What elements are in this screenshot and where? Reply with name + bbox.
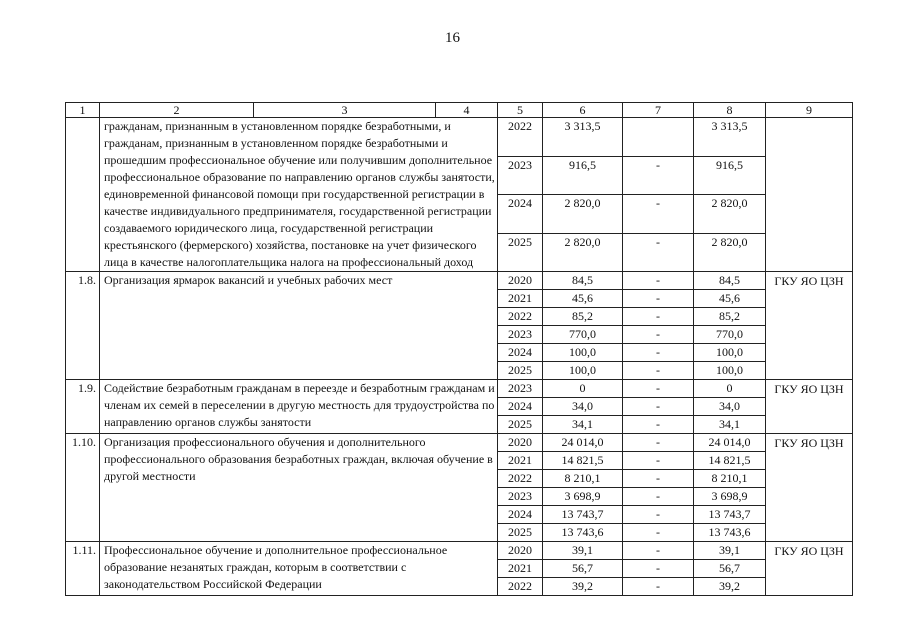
value-col7: - bbox=[623, 470, 694, 488]
value-col8: 3 313,5 bbox=[694, 118, 766, 157]
value-col8: 2 820,0 bbox=[694, 233, 766, 272]
value-col8: 85,2 bbox=[694, 308, 766, 326]
table-row bbox=[66, 434, 853, 452]
item-number: 1.9. bbox=[66, 380, 100, 434]
year-cell: 2023 bbox=[498, 326, 543, 344]
value-col8: 13 743,6 bbox=[694, 524, 766, 542]
column-number: 1 bbox=[66, 103, 100, 118]
value-col6: 34,1 bbox=[543, 416, 623, 434]
value-col7: - bbox=[623, 524, 694, 542]
column-number-row bbox=[66, 103, 853, 118]
year-cell: 2024 bbox=[498, 195, 543, 234]
column-number: 7 bbox=[623, 103, 694, 118]
table-row bbox=[66, 272, 853, 290]
value-col6: 100,0 bbox=[543, 344, 623, 362]
item-number: 1.8. bbox=[66, 272, 100, 380]
executor-cell: ГКУ ЯО ЦЗН bbox=[766, 542, 853, 596]
year-cell: 2021 bbox=[498, 452, 543, 470]
value-col7: - bbox=[623, 542, 694, 560]
value-col7: - bbox=[623, 156, 694, 195]
year-cell: 2025 bbox=[498, 524, 543, 542]
table-body bbox=[66, 103, 853, 596]
value-col8: 24 014,0 bbox=[694, 434, 766, 452]
value-col6: 916,5 bbox=[543, 156, 623, 195]
value-col8: 34,1 bbox=[694, 416, 766, 434]
value-col7: - bbox=[623, 195, 694, 234]
value-col6: 0 bbox=[543, 380, 623, 398]
value-col6: 39,1 bbox=[543, 542, 623, 560]
year-cell: 2024 bbox=[498, 506, 543, 524]
value-col6: 84,5 bbox=[543, 272, 623, 290]
year-cell: 2021 bbox=[498, 290, 543, 308]
value-col6: 3 313,5 bbox=[543, 118, 623, 157]
program-table bbox=[65, 102, 853, 596]
value-col8: 8 210,1 bbox=[694, 470, 766, 488]
value-col7: - bbox=[623, 272, 694, 290]
value-col7: - bbox=[623, 506, 694, 524]
value-col6: 8 210,1 bbox=[543, 470, 623, 488]
value-col7: - bbox=[623, 578, 694, 596]
value-col8: 34,0 bbox=[694, 398, 766, 416]
column-number: 3 bbox=[254, 103, 436, 118]
year-cell: 2023 bbox=[498, 380, 543, 398]
year-cell: 2025 bbox=[498, 416, 543, 434]
column-number: 4 bbox=[436, 103, 498, 118]
value-col8: 14 821,5 bbox=[694, 452, 766, 470]
year-cell: 2022 bbox=[498, 470, 543, 488]
year-cell: 2023 bbox=[498, 156, 543, 195]
column-number: 5 bbox=[498, 103, 543, 118]
column-number: 2 bbox=[100, 103, 254, 118]
value-col8: 0 bbox=[694, 380, 766, 398]
value-col6: 24 014,0 bbox=[543, 434, 623, 452]
value-col7: - bbox=[623, 416, 694, 434]
year-cell: 2025 bbox=[498, 362, 543, 380]
value-col8: 45,6 bbox=[694, 290, 766, 308]
column-number: 8 bbox=[694, 103, 766, 118]
item-number bbox=[66, 118, 100, 272]
year-cell: 2022 bbox=[498, 578, 543, 596]
value-col7: - bbox=[623, 290, 694, 308]
value-col7: - bbox=[623, 308, 694, 326]
value-col6: 45,6 bbox=[543, 290, 623, 308]
item-description: Профессиональное обучение и дополнительное профессиональное образование незанятых граждан, которым в соответствии с законодательством Российской Федерации bbox=[100, 542, 498, 596]
value-col7: - bbox=[623, 452, 694, 470]
value-col8: 84,5 bbox=[694, 272, 766, 290]
table-row bbox=[66, 542, 853, 560]
value-col8: 56,7 bbox=[694, 560, 766, 578]
value-col6: 34,0 bbox=[543, 398, 623, 416]
year-cell: 2020 bbox=[498, 272, 543, 290]
value-col8: 39,1 bbox=[694, 542, 766, 560]
table-row bbox=[66, 380, 853, 398]
year-cell: 2021 bbox=[498, 560, 543, 578]
value-col7: - bbox=[623, 344, 694, 362]
year-cell: 2023 bbox=[498, 488, 543, 506]
year-cell: 2024 bbox=[498, 344, 543, 362]
value-col8: 13 743,7 bbox=[694, 506, 766, 524]
item-description: Организация профессионального обучения и дополнительного профессионального образования безработных граждан, включая обучение в другой местности bbox=[100, 434, 498, 542]
value-col6: 85,2 bbox=[543, 308, 623, 326]
value-col8: 2 820,0 bbox=[694, 195, 766, 234]
year-cell: 2020 bbox=[498, 434, 543, 452]
value-col6: 13 743,6 bbox=[543, 524, 623, 542]
value-col7: - bbox=[623, 362, 694, 380]
value-col6: 39,2 bbox=[543, 578, 623, 596]
item-description: гражданам, признанным в установленном порядке безработными, и гражданам, признанным в установленном порядке безработными и прошедшим профессиональное обучение или получившим дополнительное профессиональное образование по направлению органов службы занятости, единовременной финансовой помощи при государственной регистрации в качестве индивидуального предпринимателя, государственной регистрации создаваемого юридического лица, государственной регистрации крестьянского (фермерского) хозяйства, постановке на учет физического лица в качестве налогоплательщика налога на профессиональный доход bbox=[100, 118, 498, 272]
value-col6: 2 820,0 bbox=[543, 195, 623, 234]
column-number: 9 bbox=[766, 103, 853, 118]
value-col7: - bbox=[623, 380, 694, 398]
executor-cell bbox=[766, 118, 853, 272]
year-cell: 2024 bbox=[498, 398, 543, 416]
page-number: 16 bbox=[445, 30, 460, 46]
item-number: 1.10. bbox=[66, 434, 100, 542]
value-col8: 39,2 bbox=[694, 578, 766, 596]
executor-cell: ГКУ ЯО ЦЗН bbox=[766, 272, 853, 380]
value-col7: - bbox=[623, 488, 694, 506]
value-col8: 100,0 bbox=[694, 362, 766, 380]
executor-cell: ГКУ ЯО ЦЗН bbox=[766, 380, 853, 434]
year-cell: 2025 bbox=[498, 233, 543, 272]
value-col6: 13 743,7 bbox=[543, 506, 623, 524]
value-col6: 14 821,5 bbox=[543, 452, 623, 470]
item-description: Содействие безработным гражданам в переезде и безработным гражданам и членам их семей в переселении в другую местность для трудоустройства по направлению органов службы занятости bbox=[100, 380, 498, 434]
value-col6: 770,0 bbox=[543, 326, 623, 344]
year-cell: 2022 bbox=[498, 118, 543, 157]
value-col8: 3 698,9 bbox=[694, 488, 766, 506]
value-col7: - bbox=[623, 434, 694, 452]
item-description: Организация ярмарок вакансий и учебных рабочих мест bbox=[100, 272, 498, 380]
value-col8: 770,0 bbox=[694, 326, 766, 344]
value-col7: - bbox=[623, 326, 694, 344]
value-col7: - bbox=[623, 398, 694, 416]
table-row bbox=[66, 118, 853, 157]
value-col6: 100,0 bbox=[543, 362, 623, 380]
value-col8: 100,0 bbox=[694, 344, 766, 362]
year-cell: 2020 bbox=[498, 542, 543, 560]
item-number: 1.11. bbox=[66, 542, 100, 596]
executor-cell: ГКУ ЯО ЦЗН bbox=[766, 434, 853, 542]
value-col6: 3 698,9 bbox=[543, 488, 623, 506]
value-col8: 916,5 bbox=[694, 156, 766, 195]
value-col7: - bbox=[623, 560, 694, 578]
column-number: 6 bbox=[543, 103, 623, 118]
value-col6: 2 820,0 bbox=[543, 233, 623, 272]
value-col6: 56,7 bbox=[543, 560, 623, 578]
value-col7 bbox=[623, 118, 694, 157]
year-cell: 2022 bbox=[498, 308, 543, 326]
value-col7: - bbox=[623, 233, 694, 272]
